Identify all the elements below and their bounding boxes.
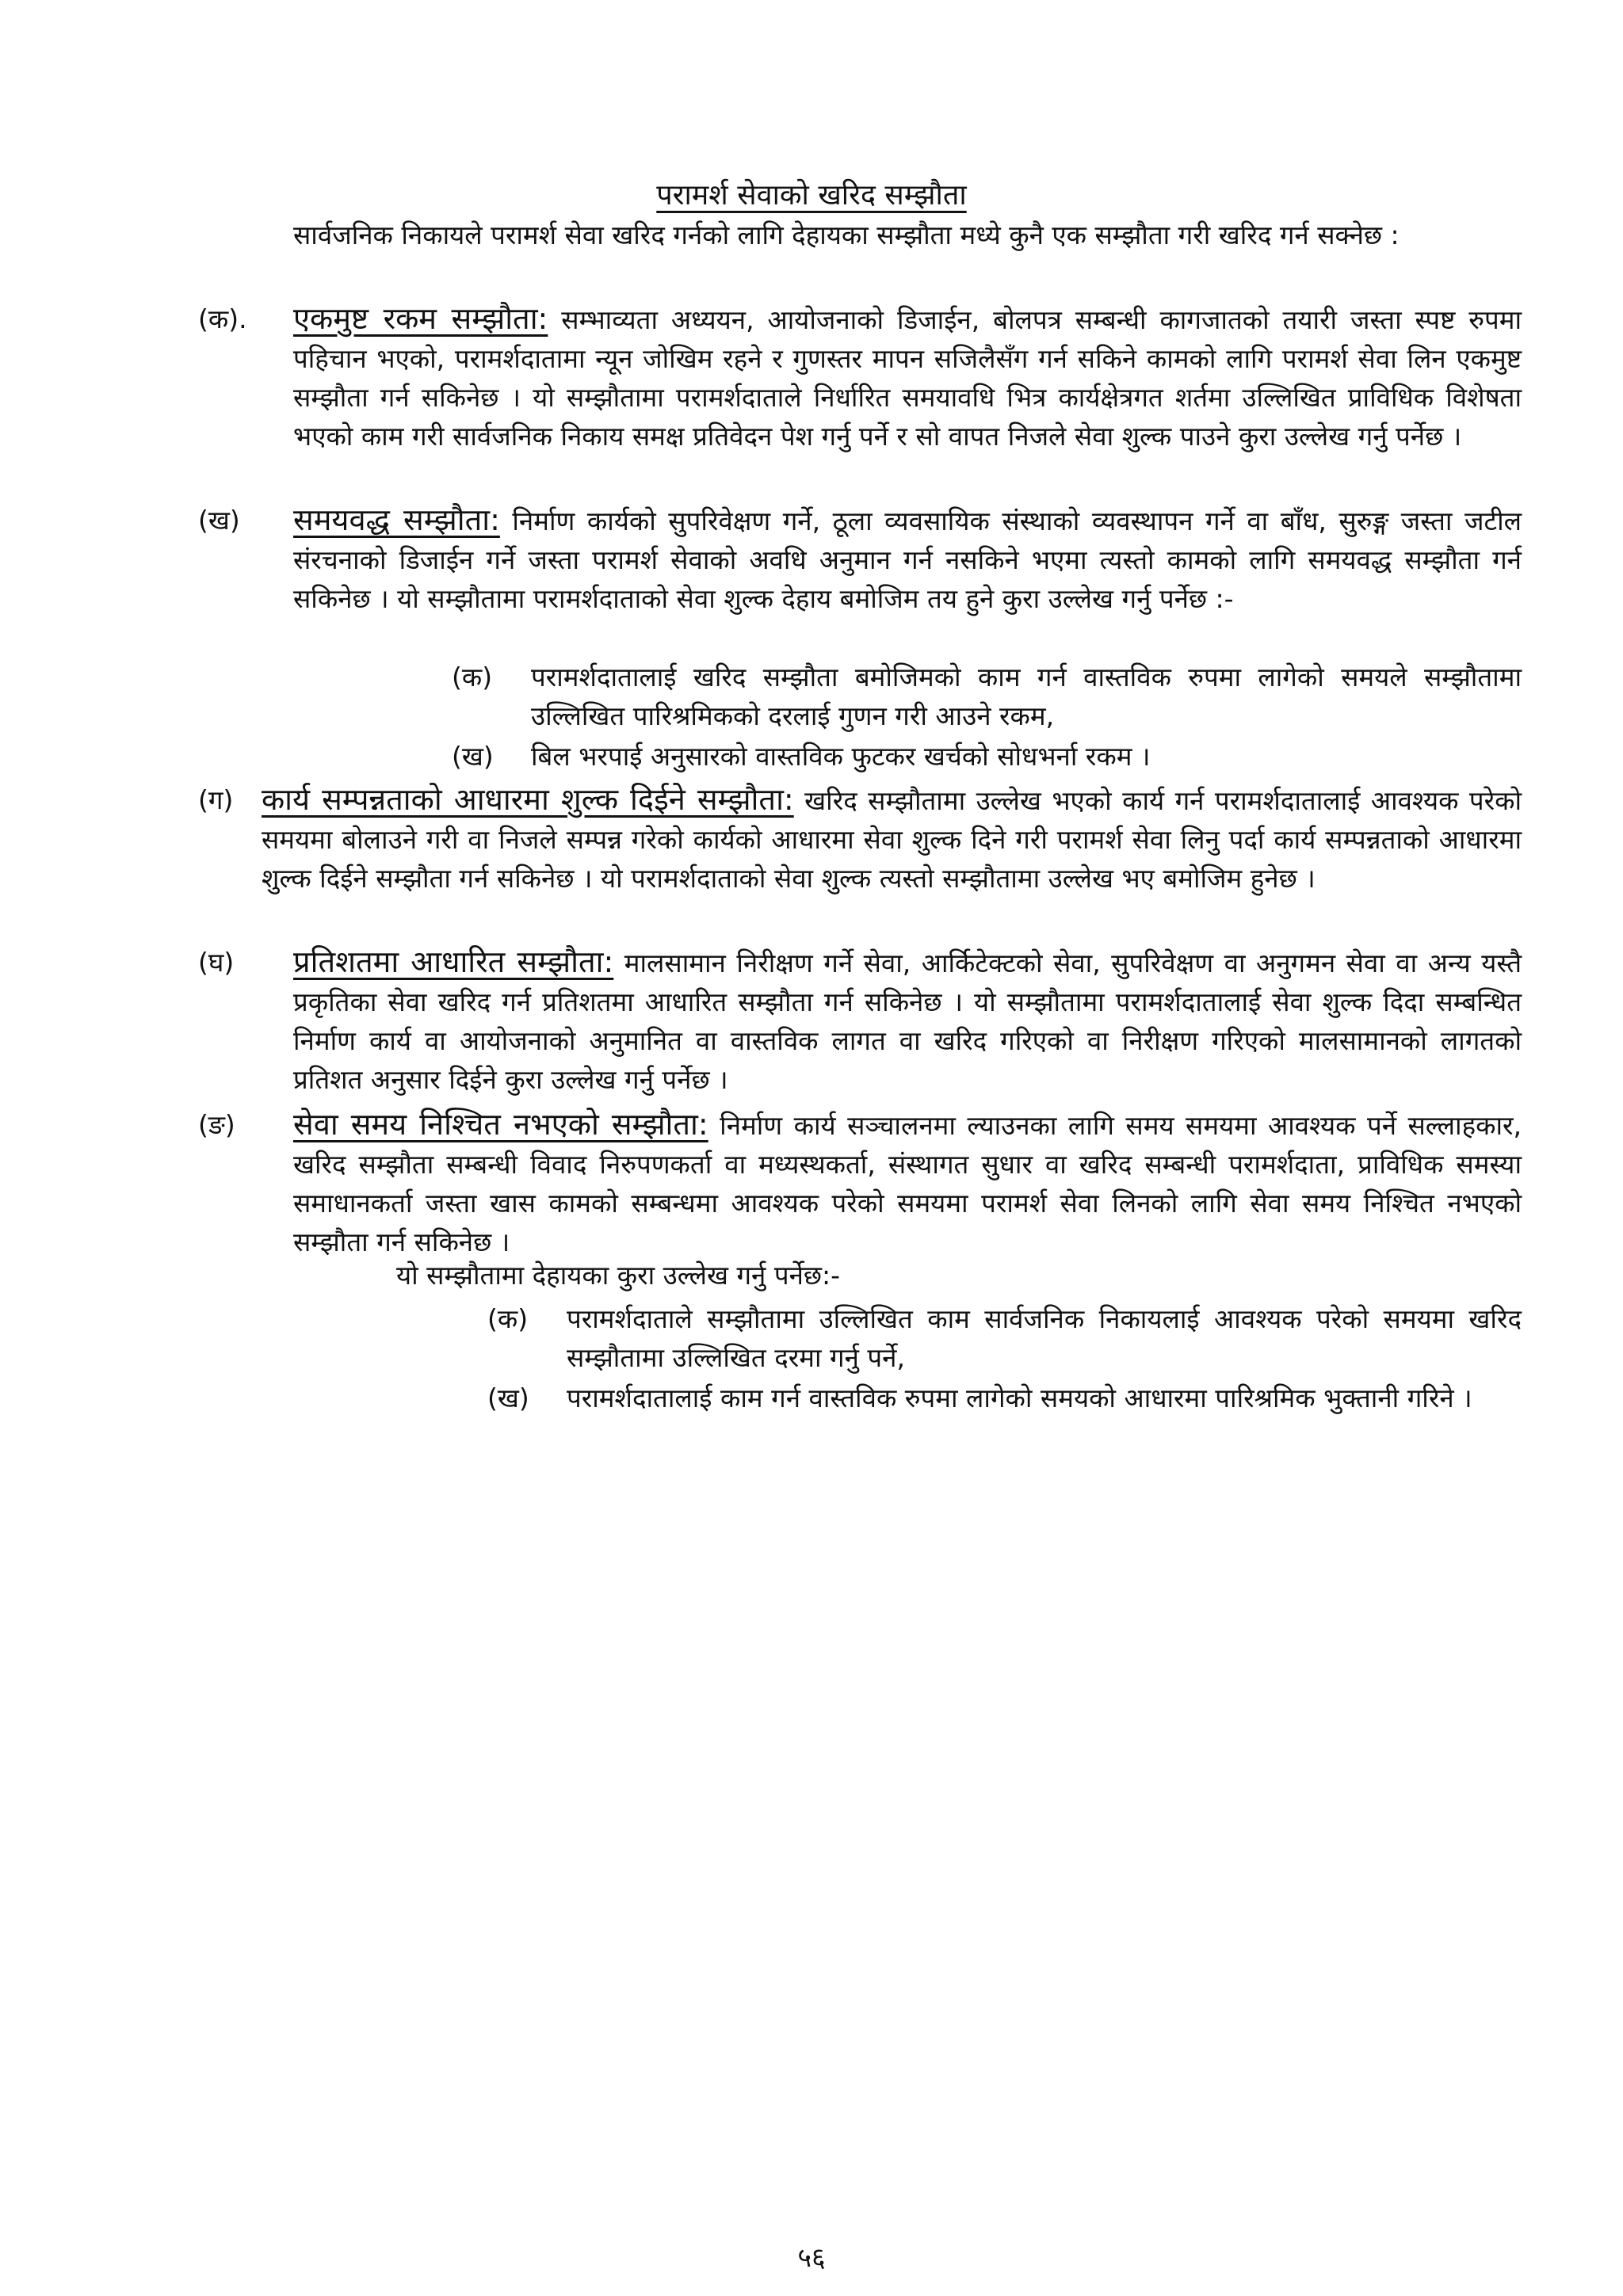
contract-type-lump-sum	[198, 299, 1522, 456]
contract-type-percentage-based	[198, 943, 1522, 1099]
item-heading: समयवद्ध सम्झौता:	[293, 502, 500, 537]
sub-item-marker: (क)	[452, 662, 493, 692]
item-heading: सेवा समय निश्चित नभएको सम्झौता:	[293, 1107, 708, 1142]
note-sub-item	[487, 1379, 1522, 1417]
sub-item-text: बिल भरपाई अनुसारको वास्तविक फुटकर खर्चको सोधभर्ना रकम ।	[531, 741, 1151, 772]
item-text: निर्माण कार्यको सुपरिवेक्षण गर्ने, ठूला व्यवसायिक संस्थाको व्यवस्थापन गर्ने वा बाँध, सुरुङ्ग जस्ता जटील संरचनाको डिजाईन गर्ने जस्ता परामर्श सेवाको अवधि अनुमान गर्न नसकिने भएमा त्यस्तो कामको लागि समयवद्ध सम्झौता गर्न सकिनेछ । यो सम्झौतामा परामर्शदाताको सेवा शुल्क देहाय बमोजिम तय हुने कुरा उल्लेख गर्नु पर्नेछ :-	[293, 505, 1522, 614]
item-heading: प्रतिशतमा आधारित सम्झौता:	[293, 944, 614, 979]
item-body	[262, 780, 1522, 898]
item-text: निर्माण कार्य सञ्चालनमा ल्याउनका लागि समय समयमा आवश्यक पर्ने सल्लाहकार, खरिद सम्झौता सम्बन्धी विवाद निरुपणकर्ता वा मध्यस्थकर्ता, संस्थागत सुधार वा खरिद सम्बन्धी परामर्शदाता, प्राविधिक समस्या समाधानकर्ता जस्ता खास कामको सम्बन्धमा आवश्यक परेको समयमा परामर्श सेवा लिनको लागि सेवा समय निश्चित नभएको सम्झौता गर्न सकिनेछ ।	[293, 1110, 1522, 1257]
document-title: परामर्श सेवाको खरिद सम्झौता	[656, 179, 967, 212]
sub-item	[452, 737, 1522, 776]
contract-type-time-based	[198, 501, 1522, 618]
item-text: खरिद सम्झौतामा उल्लेख भएको कार्य गर्न परामर्शदातालाई आवश्यक परेको समयमा बोलाउने गरी वा निजले सम्पन्न गरेको कार्यको आधारमा सेवा शुल्क दिने गरी परामर्श सेवा लिनु पर्दा कार्य सम्पन्नताको आधारमा शुल्क दिईने सम्झौता गर्न सकिनेछ । यो परामर्शदाताको सेवा शुल्क त्यस्तो सम्झौतामा उल्लेख भए बमोजिम हुनेछ ।	[262, 785, 1522, 894]
sub-item-marker: (ख)	[452, 741, 494, 772]
item-text: मालसामान निरीक्षण गर्ने सेवा, आर्किटेक्टको सेवा, सुपरिवेक्षण वा अनुगमन सेवा वा अन्य यस्तै प्रकृतिका सेवा खरिद गर्न प्रतिशतमा आधारित सम्झौता गर्न सकिनेछ । यो सम्झौतामा परामर्शदातालाई सेवा शुल्क दिदा सम्बन्धित निर्माण कार्य वा आयोजनाको अनुमानित वा वास्तविक लागत वा खरिद गरिएको वा निरीक्षण गरिएको मालसामानको लागतको प्रतिशत अनुसार दिईने कुरा उल्लेख गर्नु पर्नेछ ।	[293, 948, 1522, 1095]
sub-item-text: परामर्शदाताले सम्झौतामा उल्लिखित काम सार्वजनिक निकायलाई आवश्यक परेको समयमा खरिद सम्झौतामा उल्लिखित दरमा गर्नु पर्ने,	[567, 1303, 1522, 1373]
item-marker: (ग)	[198, 784, 234, 815]
item-body	[293, 501, 1522, 618]
item-text: सम्भाव्यता अध्ययन, आयोजनाको डिजाईन, बोलपत्र सम्बन्धी कागजातको तयारी जस्ता स्पष्ट रुपमा पहिचान भएको, परामर्शदातामा न्यून जोखिम रहने र गुणस्तर मापन सजिलैसँग गर्न सकिने कामको लागि परामर्श सेवा लिन एकमुष्ट सम्झौता गर्न सकिनेछ । यो सम्झौतामा परामर्शदाताले निर्धारित समयावधि भित्र कार्यक्षेत्रगत शर्तमा उल्लिखित प्राविधिक विशेषता भएको काम गरी सार्वजनिक निकाय समक्ष प्रतिवेदन पेश गर्नु पर्ने र सो वापत निजले सेवा शुल्क पाउने कुरा उल्लेख गर्नु पर्नेछ ।	[293, 304, 1522, 452]
contract-type-indefinite-time	[198, 1105, 1522, 1261]
item-marker: (क).	[198, 303, 247, 334]
page-number: ५६	[797, 2242, 826, 2274]
item-marker: (घ)	[198, 947, 235, 978]
item-body	[293, 299, 1522, 456]
sub-item-text: परामर्शदातालाई खरिद सम्झौता बमोजिमको काम गर्न वास्तविक रुपमा लागेको समयले सम्झौतामा उल्लिखित पारिश्रमिकको दरलाई गुणन गरी आउने रकम,	[531, 662, 1522, 731]
item-body	[293, 1105, 1522, 1261]
contract-type-completion-based	[198, 780, 1522, 898]
item-heading: एकमुष्ट रकम सम्झौता:	[293, 301, 548, 336]
sub-item-text: परामर्शदातालाई काम गर्न वास्तविक रुपमा लागेको समयको आधारमा पारिश्रमिक भुक्तानी गरिने ।	[567, 1383, 1472, 1413]
sub-item	[452, 658, 1522, 735]
sub-item-marker: (ख)	[487, 1383, 529, 1413]
item-marker: (ख)	[198, 505, 240, 536]
note-sub-item	[487, 1299, 1522, 1377]
item-body	[293, 943, 1522, 1099]
note-line: यो सम्झौतामा देहायका कुरा उल्लेख गर्नु पर्नेछ:-	[396, 1260, 841, 1291]
sub-item-marker: (क)	[487, 1303, 529, 1334]
intro-paragraph: सार्वजनिक निकायले परामर्श सेवा खरिद गर्नको लागि देहायका सम्झौता मध्ये कुनै एक सम्झौता गरी खरिद गर्न सक्नेछ :	[293, 219, 1400, 250]
item-heading: कार्य सम्पन्नताको आधारमा शुल्क दिईने सम्झौता:	[262, 782, 794, 817]
item-marker: (ङ)	[198, 1109, 235, 1140]
